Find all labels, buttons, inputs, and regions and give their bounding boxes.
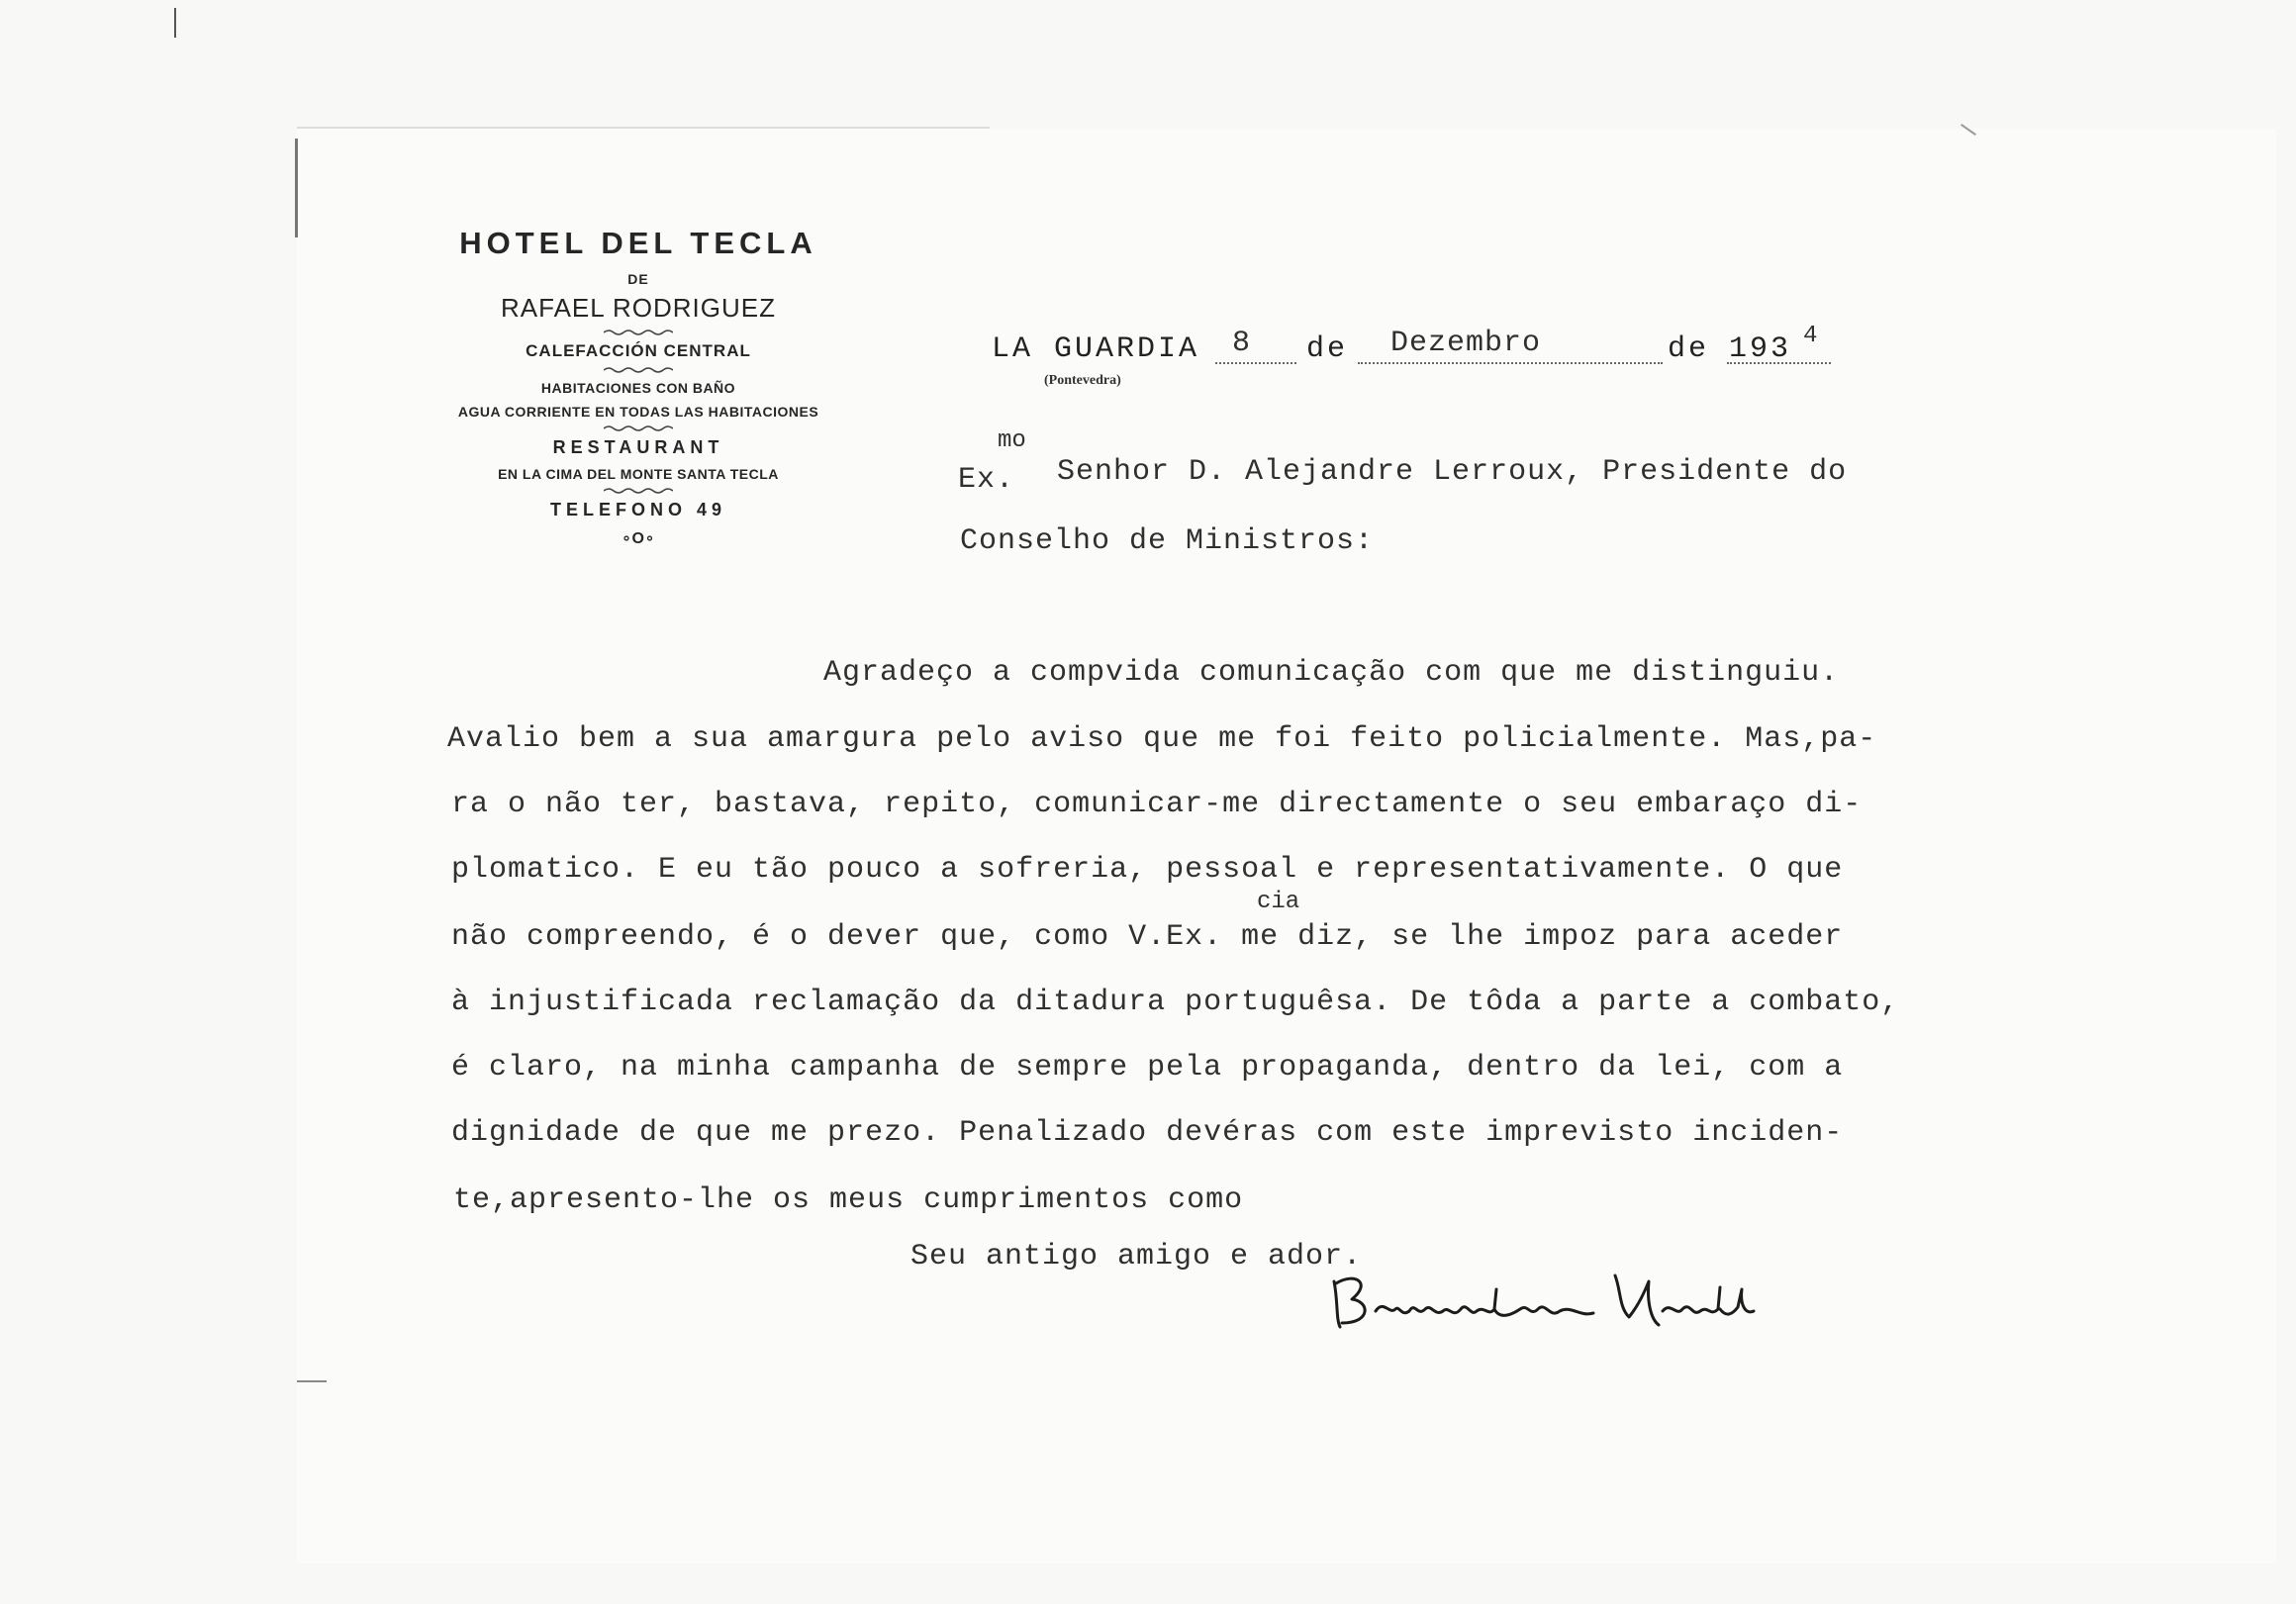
body-line-8: dignidade de que me prezo. Penalizado devéras com este imprevisto inciden-	[451, 1116, 1844, 1150]
year-dotted-line	[1727, 362, 1831, 364]
restaurant-location: EN LA CIMA DEL MONTE SANTA TECLA	[498, 466, 779, 482]
month-dotted-line	[1358, 362, 1663, 364]
dateline-day: 8	[1232, 327, 1252, 360]
letterhead-de: DE	[627, 271, 649, 287]
wave-divider	[604, 425, 673, 432]
body-line-9: te,apresento-lhe os meus cumprimentos como	[453, 1183, 1244, 1217]
scan-edge-mark-bottom	[297, 1380, 327, 1382]
restaurant-line: RESTAURANT	[552, 437, 724, 457]
rooms-line: HABITACIONES CON BAÑO	[540, 380, 736, 396]
body-superscript-cia: cia	[1257, 889, 1300, 915]
dateline-de-1: de	[1306, 332, 1349, 366]
title-superscript: mo	[998, 427, 1026, 454]
scan-edge-mark-left	[295, 139, 298, 237]
heating-line: CALEFACCIÓN CENTRAL	[526, 341, 751, 360]
hotel-letterhead	[416, 226, 861, 548]
body-line-5: não compreendo, é o dever que, como V.Ex. me diz, se lhe impoz para aceder	[451, 920, 1844, 954]
dateline-year-printed: 193	[1729, 332, 1792, 366]
hotel-owner: RAFAEL RODRIGUEZ	[501, 293, 776, 323]
water-line: AGUA CORRIENTE EN TODAS LAS HABITACIONES	[457, 404, 819, 420]
wave-divider	[604, 487, 673, 495]
wave-divider	[604, 329, 673, 336]
dateline-year-typed: 4	[1803, 323, 1818, 349]
body-line-6: à injustificada reclamação da ditadura portuguêsa. De tôda a parte a combato,	[451, 986, 1900, 1019]
body-line-1: Agradeço a compvida comunicação com que me distinguiu.	[823, 656, 1840, 690]
body-line-3: ra o não ter, bastava, repito, comunicar-me directamente o seu embaraço di-	[451, 788, 1863, 821]
body-line-7: é claro, na minha campanha de sempre pela propaganda, dentro da lei, com a	[451, 1051, 1844, 1085]
dateline-province: (Pontevedra)	[1044, 373, 1121, 388]
body-line-2: Avalio bem a sua amargura pelo aviso que me foi feito policialmente. Mas,pa-	[447, 722, 1877, 756]
wave-divider	[604, 366, 673, 374]
scan-edge-line-top	[297, 127, 990, 129]
day-dotted-line	[1215, 362, 1296, 364]
scan-edge-mark-top	[174, 8, 176, 38]
salutation-line-2: Conselho de Ministros:	[960, 524, 1375, 558]
dateline-month: Dezembro	[1390, 327, 1542, 360]
handwritten-signature	[1326, 1262, 1762, 1346]
closing-line: Seu antigo amigo e ador.	[910, 1240, 1363, 1274]
dateline-place: LA GUARDIA	[992, 332, 1200, 366]
salutation-title: Ex.	[958, 463, 1015, 497]
telephone-line: TELEFONO 49	[549, 500, 727, 519]
hotel-name: HOTEL DEL TECLA	[459, 226, 817, 260]
ornament: ∘O∘	[622, 530, 655, 547]
dateline-de-2: de	[1668, 332, 1710, 366]
body-line-4: plomatico. E eu tão pouco a sofreria, pessoal e representativamente. O que	[451, 853, 1844, 887]
salutation-line-1: Senhor D. Alejandre Lerroux, Presidente do	[1057, 455, 1848, 489]
